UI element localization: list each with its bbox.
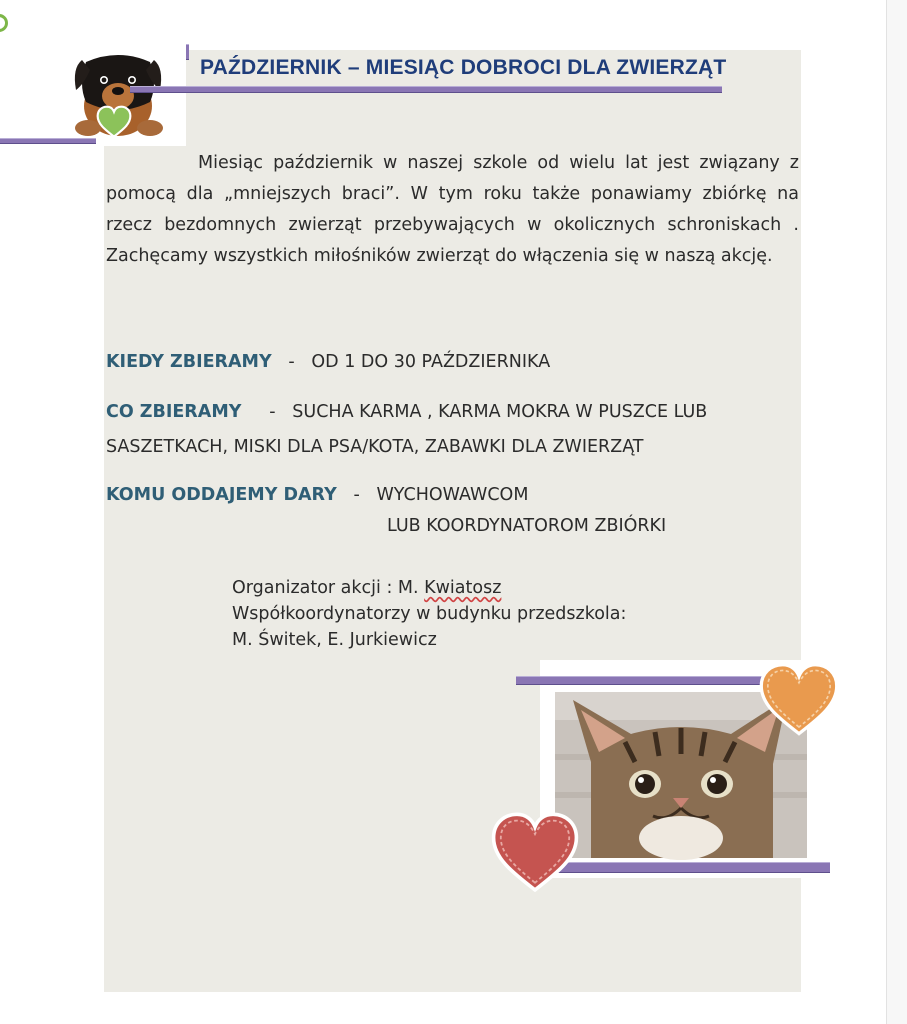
when-label: KIEDY ZBIERAMY [106, 352, 272, 372]
heart-icon [96, 106, 132, 138]
to-whom-separator: - [342, 485, 371, 505]
scrollbar[interactable] [886, 0, 907, 1024]
when-separator: - [277, 352, 306, 372]
to-whom-row [106, 485, 528, 505]
to-whom-row-2 [387, 516, 666, 536]
what-separator: - [247, 402, 287, 422]
what-label: CO ZBIERAMY [106, 402, 242, 422]
heart-icon [490, 810, 580, 896]
when-value: OD 1 DO 30 PAŹDZIERNIKA [311, 352, 551, 372]
ring-decoration [0, 14, 8, 32]
organizer-line [232, 575, 626, 601]
to-whom-label: KOMU ODDAJEMY DARY [106, 485, 337, 505]
title-overline-band [186, 44, 189, 60]
organizer-prefix: Organizator akcji : M. [232, 578, 425, 598]
what-row [106, 402, 707, 422]
what-value-2: SASZETKACH, MISKI DLA PSA/KOTA, ZABAWKI DLA ZWIERZĄT [106, 437, 644, 457]
when-row [106, 352, 550, 372]
intro-paragraph [106, 148, 799, 272]
what-value: SUCHA KARMA , KARMA MOKRA W PUSZCE LUB [292, 402, 708, 422]
to-whom-value: WYCHOWAWCOM [376, 485, 529, 505]
organizer-name: Kwiatosz [424, 578, 502, 598]
organizer-block [232, 575, 626, 653]
what-row-2 [106, 437, 644, 457]
page-title: PAŹDZIERNIK – MIESIĄC DOBROCI DLA ZWIERZĄT [200, 56, 727, 79]
to-whom-value-2: LUB KOORDYNATOROM ZBIÓRKI [387, 516, 667, 536]
coordinators-heading: Współkoordynatorzy w budynku przedszkola: [232, 604, 627, 624]
intro-text: Miesiąc październik w naszej szkole od wielu lat jest związany z pomocą dla „mniejszych braci”. W tym roku także ponawiamy zbiórkę na rzecz bezdomnych zwierząt przebywających w okolicznych schroniskach . Zachęcamy wszystkich miłośników zwierząt do włączenia się w naszą akcję. [106, 153, 799, 266]
title-underline-band [130, 86, 722, 93]
coordinators-names: M. Świtek, E. Jurkiewicz [232, 630, 437, 650]
photo-top-band [516, 676, 776, 685]
heart-icon [758, 660, 840, 740]
